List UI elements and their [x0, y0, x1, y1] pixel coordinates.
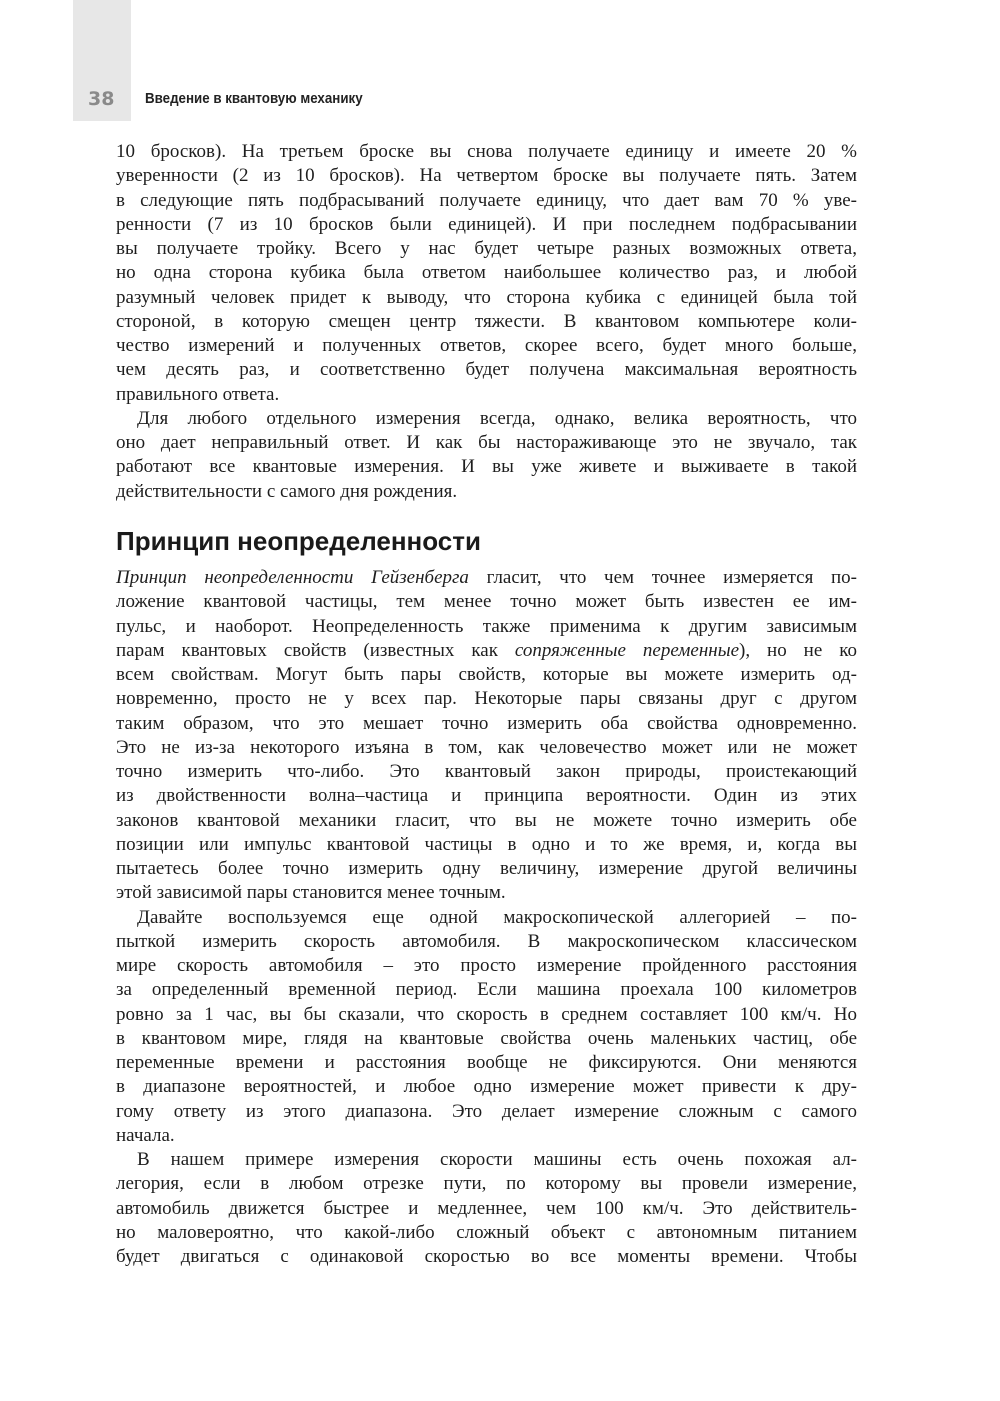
text-segment: уверенности (2 из 10 бросков). На четвертом броске вы получаете пять. Затем [116, 165, 857, 187]
text-line [116, 809, 857, 833]
text-segment: чество измерений и полученных ответов, скорее всего, будет много больше, [116, 335, 857, 356]
text-segment: ренности (7 из 10 бросков были единицей). И при последнем подбрасывании [116, 213, 857, 235]
text-line [116, 881, 857, 905]
text-line [116, 189, 857, 213]
body-text-after [116, 566, 857, 1269]
text-line [116, 1051, 857, 1075]
text-line [116, 857, 857, 881]
text-line [116, 639, 857, 663]
text-line [116, 237, 857, 261]
text-line [116, 566, 857, 590]
text-segment: в квантовом мире, глядя на квантовые свойства очень маленьких частиц, обе [116, 1027, 857, 1049]
text-line [116, 615, 857, 639]
text-segment: гласит, что чем точнее измеряется по- [468, 567, 857, 588]
text-segment: из двойственности волна–частица и принципа вероятности. Один из этих [116, 785, 857, 807]
text-line [116, 930, 857, 954]
text-line [116, 213, 857, 237]
text-line [116, 1245, 857, 1269]
text-line [116, 784, 857, 808]
italic-term: Принцип неопределенности Гейзенберга [116, 567, 469, 588]
text-line [116, 954, 857, 978]
text-segment: новременно, просто не у всех пар. Некоторые пары связаны друг с другом [116, 688, 857, 710]
text-line [116, 358, 857, 382]
text-line [116, 687, 857, 711]
text-segment: правильного ответа. [116, 383, 280, 405]
text-segment: законов квантовой механики гласит, что вы не можете точно измерить обе [116, 809, 857, 831]
text-segment: работают все квантовые измерения. И вы уже живете и выживаете в такой [116, 456, 857, 478]
text-line [116, 833, 857, 857]
text-segment: точно измерить что-либо. Это квантовый закон природы, проистекающий [116, 761, 857, 782]
text-line [116, 1124, 857, 1148]
text-line [116, 334, 857, 358]
text-segment: автомобиль движется быстрее и медленнее, чем 100 км/ч. Это действитель- [116, 1197, 857, 1219]
text-segment: но маловероятно, что какой-либо сложный объект с автономным питанием [116, 1221, 857, 1243]
text-line [116, 736, 857, 760]
text-segment: в следующие пять подбрасываний получаете единицу, что дает вам 70 % уве- [116, 189, 857, 211]
paragraph [116, 407, 857, 504]
italic-term: сопряженные переменные [514, 639, 740, 661]
text-segment: этой зависимой пары становится менее точным. [116, 882, 506, 904]
paragraph [116, 1148, 857, 1269]
text-segment: переменные времени и расстояния вообще не фиксируются. Они меняются [116, 1052, 857, 1073]
text-segment: всем свойствам. Могут быть пары свойств, которые вы можете измерить од- [116, 664, 857, 685]
text-segment: пытаетесь более точно измерить одну величину, измерение другой величины [116, 858, 857, 879]
text-line [116, 140, 857, 164]
text-line [116, 455, 857, 479]
paragraph [116, 906, 857, 1149]
text-line [116, 590, 857, 614]
text-segment: Это не из-за некоторого изъяна в том, как человечество может или не может [116, 736, 857, 758]
running-title: Введение в квантовую механику [145, 91, 363, 107]
text-line [116, 164, 857, 188]
text-line [116, 1221, 857, 1245]
body-text-before [116, 140, 857, 504]
text-line [116, 261, 857, 285]
text-segment: но одна сторона кубика была ответом наибольшее количество раз, и любой [116, 262, 857, 284]
text-line [116, 431, 857, 455]
paragraph [116, 140, 857, 407]
text-segment: действительности с самого дня рождения. [116, 480, 458, 502]
text-line [116, 1172, 857, 1196]
text-line [116, 1075, 857, 1099]
text-segment: чем десять раз, и соответственно будет получена максимальная вероятность [116, 359, 857, 381]
text-segment: начала. [116, 1124, 175, 1146]
section-heading: Принцип неопределенности [116, 526, 481, 556]
text-line [116, 760, 857, 784]
text-segment: таким образом, что это мешает точно измерить оба свойства одновременно. [116, 712, 857, 734]
text-segment: вы получаете тройку. Всего у нас будет четыре разных возможных ответа, [116, 238, 857, 259]
text-segment: позиции или импульс квантовой частицы в одно и то же время, и, когда вы [116, 833, 857, 855]
text-line [116, 1148, 857, 1172]
text-segment: разумный человек придет к выводу, что сторона кубика с единицей была той [116, 286, 857, 308]
text-segment: ложение квантовой частицы, тем менее точно может быть известен ее им- [116, 591, 857, 613]
text-line [116, 906, 857, 930]
text-segment: Давайте воспользуемся еще одной макроскопической аллегорией – по- [137, 906, 857, 928]
text-segment: ), но не ко [739, 639, 858, 661]
text-line [116, 1003, 857, 1027]
text-segment: В нашем примере измерения скорости машины есть очень похожая ал- [137, 1149, 857, 1170]
text-segment: мире скорость автомобиля – это просто измерение пройденного расстояния [116, 955, 857, 976]
text-line [116, 310, 857, 334]
text-segment: пыткой измерить скорость автомобиля. В макроскопическом классическом [116, 930, 857, 952]
text-segment: парам квантовых свойств (известных как [116, 639, 515, 661]
text-line [116, 663, 857, 687]
text-segment: оно дает неправильный ответ. И как бы настораживающе это не звучало, так [116, 432, 857, 453]
text-segment: 10 бросков). На третьем броске вы снова получаете единицу и имеете 20 % [116, 141, 857, 162]
paragraph [116, 566, 857, 906]
text-segment: за определенный временной период. Если машина проехала 100 километров [116, 979, 857, 1001]
text-line [116, 712, 857, 736]
text-segment: будет двигаться с одинаковой скоростью во все моменты времени. Чтобы [116, 1246, 857, 1267]
text-line [116, 407, 857, 431]
text-segment: Для любого отдельного измерения всегда, однако, велика вероятность, что [137, 407, 857, 429]
text-line [116, 286, 857, 310]
text-line [116, 1197, 857, 1221]
text-line [116, 978, 857, 1002]
text-segment: стороной, в которую смещен центр тяжести. В квантовом компьютере коли- [116, 310, 857, 332]
text-segment: в диапазоне вероятностей, и любое одно измерение может привести к дру- [116, 1076, 857, 1098]
text-segment: ровно за 1 час, вы бы сказали, что скорость в среднем составляет 100 км/ч. Но [116, 1003, 857, 1025]
text-segment: легория, если в любом отрезке пути, по которому вы провели измерение, [116, 1173, 857, 1195]
text-segment: пульс, и наоборот. Неопределенность также применима к другим зависимым [116, 615, 857, 637]
text-line [116, 480, 857, 504]
text-line [116, 1100, 857, 1124]
page-number: 38 [88, 88, 115, 110]
text-segment: гому ответу из этого диапазона. Это делает измерение сложным с самого [116, 1100, 857, 1122]
text-line [116, 383, 857, 407]
text-line [116, 1027, 857, 1051]
